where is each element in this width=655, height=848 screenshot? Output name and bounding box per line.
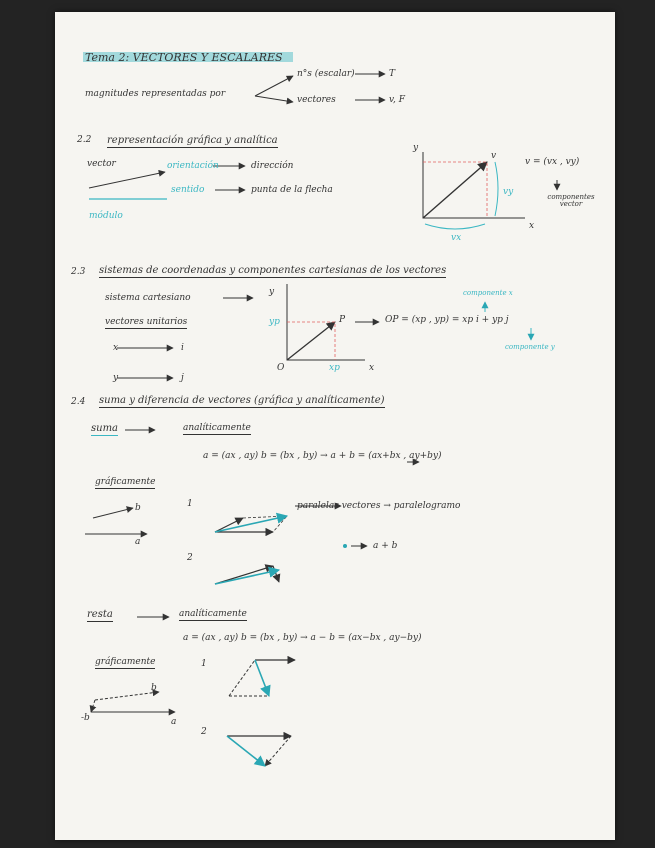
s23-item1: sistema cartesiano: [105, 293, 191, 303]
resta-vec-a: a: [171, 717, 177, 727]
s22-graph-y-axis: y: [413, 143, 419, 153]
suma-parallelogram: [215, 516, 367, 548]
s22-graph-x-axis: x: [529, 221, 535, 231]
s23-graph-y-axis: y: [269, 287, 275, 297]
suma-graphic: gráficamente: [95, 477, 156, 487]
page-title: Tema 2: VECTORES Y ESCALARES: [85, 51, 283, 64]
suma-step2: 2: [187, 553, 193, 563]
resta-step2: 2: [201, 727, 207, 737]
resta-vec-neg-b: -b: [81, 713, 90, 723]
intro-branch-top-result: T: [389, 69, 396, 79]
intro-branch-bottom-result: v, F: [389, 95, 405, 105]
suma-vec-a: a: [135, 537, 141, 547]
suma-triangle: [215, 566, 279, 584]
s22-formula: v = (vx , vy): [525, 157, 580, 167]
resta-graphic: gráficamente: [95, 657, 156, 667]
s23-i-label: i: [181, 343, 184, 353]
s23-graph-origin: O: [277, 363, 285, 373]
s23-comp-y-note: componente y: [505, 343, 555, 351]
s23-comp-x-note: componente x: [463, 289, 513, 297]
resta-triangle: [227, 736, 291, 766]
suma-label: suma: [91, 423, 119, 434]
s24-heading: suma y diferencia de vectores (gráfica y analíticamente): [99, 395, 385, 406]
suma-formula: a = (ax , ay) b = (bx , by) → a + b = (ax+bx , ay+by): [203, 451, 442, 461]
s23-x-label: x: [113, 343, 119, 353]
s23-graph-x-axis: x: [369, 363, 375, 373]
resta-vec-b: b: [151, 683, 157, 693]
resta-step1: 1: [201, 659, 207, 669]
s23-graph-yp: yp: [269, 317, 280, 327]
s23-heading: sistemas de coordenadas y componentes cartesianas de los vectores: [99, 265, 447, 276]
suma-step1: 1: [187, 499, 193, 509]
suma-parallel-note: paralelas vectores → paralelogramo: [297, 501, 461, 511]
intro-branch-top: n°s (escalar): [297, 69, 355, 79]
s22-number: 2.2: [77, 135, 92, 145]
resta-label: resta: [87, 609, 113, 620]
suma-result: a + b: [373, 541, 398, 551]
s23-number: 2.3: [71, 267, 86, 277]
s22-graph-comp-y: vy: [503, 187, 514, 197]
resta-analytic: analíticamente: [179, 609, 247, 619]
s22-sense-meaning: punta de la flecha: [251, 185, 333, 195]
s23-j-label: j: [181, 373, 184, 383]
intro-branch-bottom: vectores: [297, 95, 336, 105]
s22-modulus: módulo: [89, 211, 123, 221]
s22-formula-note: componentes vector: [547, 193, 595, 208]
s22-graph-comp-x: vx: [451, 233, 462, 243]
s23-graph-xp: xp: [329, 363, 340, 373]
s22-orientation-meaning: dirección: [251, 161, 294, 171]
s22-graph-vector: v: [491, 151, 497, 161]
s22-orientation: orientación: [167, 161, 219, 171]
s23-graph-point: P: [339, 315, 346, 325]
intro-lead: magnitudes representadas por: [85, 89, 226, 99]
s23-y-label: y: [113, 373, 119, 383]
notebook-page: [55, 12, 615, 840]
s23-item2: vectores unitarios: [105, 317, 188, 327]
s24-number: 2.4: [71, 397, 86, 407]
resta-parallelogram: [229, 660, 295, 696]
s22-heading: representación gráfica y analítica: [107, 135, 278, 146]
resta-formula: a = (ax , ay) b = (bx , by) → a − b = (ax−bx , ay−by): [183, 633, 422, 643]
s23-formula: OP = (xp , yp) = xp i + yp j: [385, 315, 509, 325]
s22-vector-label: vector: [87, 159, 116, 169]
suma-analytic: analíticamente: [183, 423, 251, 433]
suma-vec-b: b: [135, 503, 141, 513]
s22-sense: sentido: [171, 185, 205, 195]
